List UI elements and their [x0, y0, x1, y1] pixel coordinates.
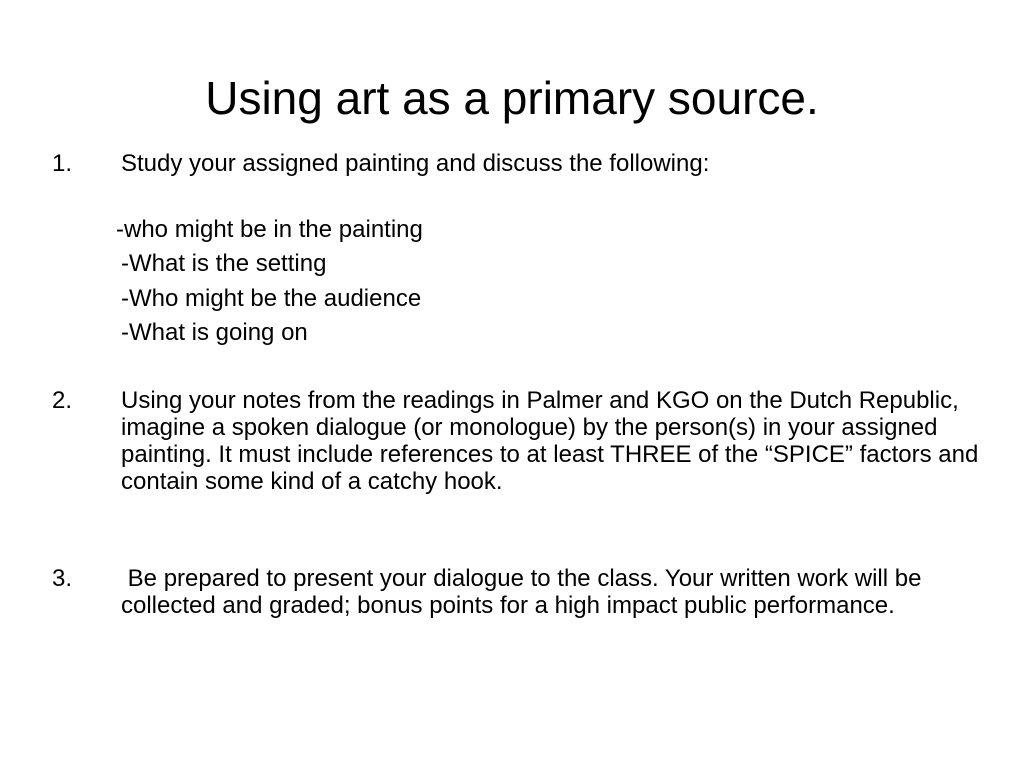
sub-item: -who might be in the painting — [116, 216, 423, 243]
list-item-number: 3. — [52, 565, 73, 592]
sub-item: -Who might be the audience — [121, 285, 422, 312]
sub-item: -What is going on — [121, 319, 308, 346]
list-item-number: 1. — [52, 150, 73, 177]
list-item-number: 2. — [52, 387, 73, 414]
slide-title: Using art as a primary source. — [205, 72, 819, 124]
sub-item: -What is the setting — [121, 250, 327, 277]
list-item-text: Study your assigned painting and discuss the following: — [121, 150, 710, 177]
list-item-text: Be prepared to present your dialogue to the class. Your written work will be collected and graded; bonus points for a high impact public performance. — [121, 565, 929, 619]
list-item-text: Using your notes from the readings in Palmer and KGO on the Dutch Republic, imagine a spoken dialogue (or monologue) by the person(s) in your assigned painting. It must include references to at least THREE of the “SPICE” factors and contain some kind of a catchy hook. — [121, 387, 985, 495]
